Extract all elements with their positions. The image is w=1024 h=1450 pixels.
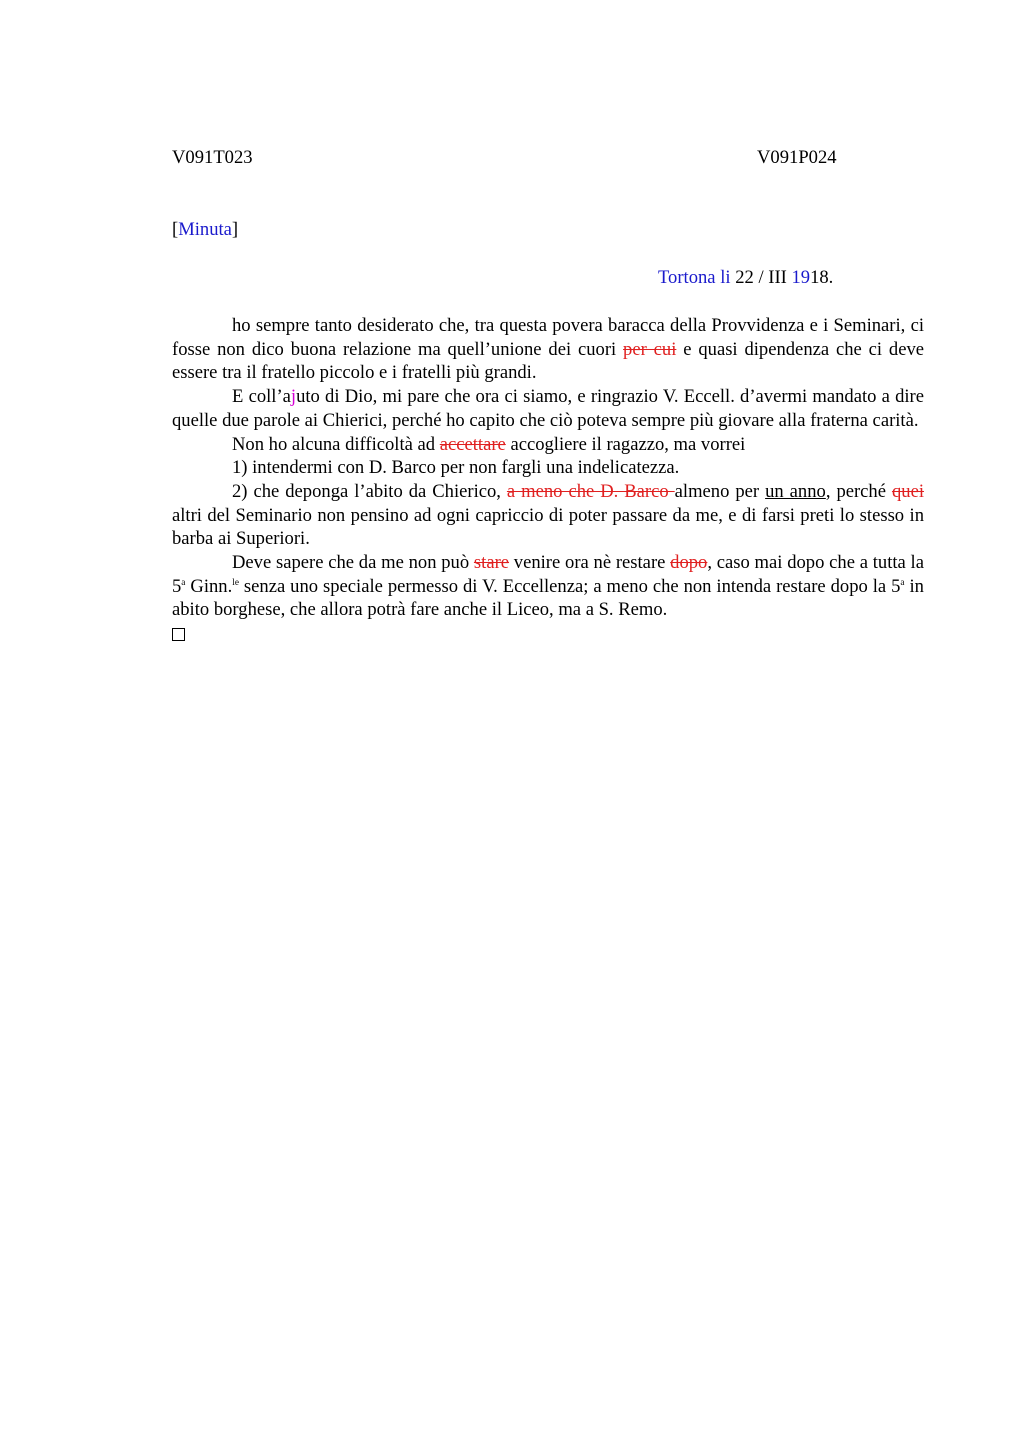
deleted-text: stare [473, 552, 510, 574]
deleted-text: a meno che D. Barco [506, 480, 675, 502]
bracket-open: [ [172, 219, 179, 240]
text-run: e quasi dipendenza che ci deve essere tra il fratello piccolo e i fratelli più grandi. [172, 338, 925, 384]
superscript: le [232, 577, 239, 588]
paragraph-6 [172, 551, 924, 622]
deleted-text: accettare [439, 433, 506, 455]
text-run: 2) che deponga l’abito da Chierico, [232, 480, 507, 502]
year-rest: 18. [810, 267, 834, 288]
paragraph-4: 1) intendermi con D. Barco per non fargli una indelicatezza. [232, 457, 680, 479]
deleted-text: per cui [623, 338, 677, 360]
draft-label: Minuta [178, 219, 232, 240]
underlined-text: un anno [765, 480, 826, 502]
paragraph-3 [172, 433, 924, 457]
text-run: , caso mai dopo che a tutta la 5 [172, 552, 924, 597]
text-run: altri del Seminario non pensino ad ogni capriccio di poter passare da me, e di farsi preti lo stesso in barba ai Superiori. [172, 504, 924, 550]
superscript: a [900, 577, 905, 588]
editorial-letter: j [290, 386, 297, 408]
document-code-right: V091P024 [757, 147, 837, 168]
text-run: accogliere il ragazzo, ma vorrei [505, 433, 746, 455]
letter-body [172, 314, 924, 648]
text-run: in abito borghese, che allora potrà fare anche il Liceo, ma a S. Remo. [172, 575, 924, 621]
text-run: Deve sapere che da me non può [232, 552, 474, 574]
superscript: a [181, 577, 186, 588]
paragraph-2 [172, 385, 924, 432]
year-editorial: 19 [791, 267, 811, 288]
deleted-text: quei [891, 480, 924, 502]
bracket-close: ] [231, 219, 239, 240]
draft-note [172, 219, 238, 241]
text-run: E coll’a [232, 386, 291, 408]
text-run: Ginn. [185, 575, 233, 597]
text-run: uto di Dio, mi pare che ora ci siamo, e ringrazio V. Eccell. d’avermi mandato a dire quelle due parole ai Chierici, perché ho capito che ciò poteva sempre più giovare alla fraterna carità. [172, 386, 924, 431]
text-run: ho sempre tanto desiderato che, tra questa povera baracca della Provvidenza e i Seminari, ci fosse non dico buona relazione ma quell’unione dei cuori [172, 315, 924, 360]
text-run: venire ora nè restare [509, 552, 671, 574]
dateline [658, 267, 833, 289]
date: 22 / III [730, 267, 792, 288]
paragraph-1 [172, 314, 924, 385]
document-code-left: V091T023 [172, 147, 253, 168]
deleted-text: dopo [670, 552, 708, 574]
place: Tortona li [658, 267, 731, 288]
text-run: , perché [825, 480, 892, 502]
paragraph-5 [172, 480, 924, 551]
text-run: Non ho alcuna difficoltà ad [232, 433, 440, 455]
text-run: senza uno speciale permesso di V. Eccellenza; a meno che non intenda restare dopo la 5 [238, 575, 901, 597]
text-run: almeno per [674, 480, 766, 502]
end-of-text-box-icon [172, 628, 185, 641]
